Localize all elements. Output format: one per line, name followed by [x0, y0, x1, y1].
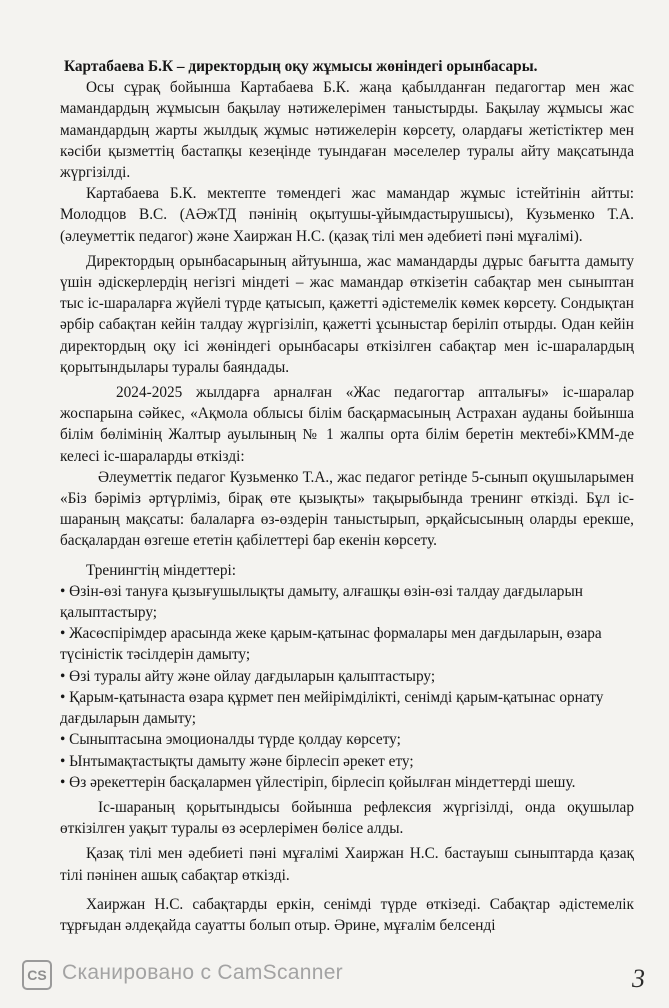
bullet-item: • Өзін-өзі тануға қызығушылықты дамыту, алғашқы өзін-өзі талдау дағдыларын қалыптастыру; — [60, 582, 583, 622]
paragraph-4: 2024-2025 жылдарға арналған «Жас педагогтар апталығы» іс-шаралар жоспарына сәйкес, «Ақмола облысы білім басқармасының Астрахан ауданы бойынша білім бөлімінің Жалтыр ауылының № 1 жалпы орта білім беретін мектебі»КММ-де келесі іс-шараларды өткізді: — [60, 384, 634, 465]
bullet-item: • Жасөспірімдер арасында жеке қарым-қатынас формалары мен дағдыларын, өзара түсіністік тәсілдерін дамыту; — [60, 625, 602, 664]
paragraph-7: Іс-шараның қорытындысы бойынша рефлексия жүргізілді, онда оқушылар өткізілген уақыт туралы өз әсерлерімен бөлісе алды. — [60, 798, 634, 838]
camscanner-logo-icon: CS — [22, 960, 52, 990]
bullet-item: • Өзі туралы айту және ойлау дағдыларын қалыптастыру; — [60, 667, 436, 685]
paragraph-2: Картабаева Б.К. мектепте төмендегі жас мамандар жұмыс істейтінін айтты: Молодцов В.С. (АӘжТД пәнінің оқытушы-ұйымдастырушысы), Кузьменко Т.А. (әлеуметтік педагог) және Хаиржан Н.С. (қазақ тілі мен әдебиеті пәні мұғалімі). — [60, 185, 634, 245]
bullet-item: • Ынтымақтастықты дамыту және бірлесіп әрекет ету; — [60, 752, 414, 770]
bullet-item: • Қарым-қатынаста өзара құрмет пен мейірімділікті, сенімді қарым-қатынас орнату дағдыларын дамыту; — [60, 688, 604, 728]
document-body — [60, 56, 634, 936]
paragraph-3: Директордың орынбасарының айтуынша, жас мамандарды дұрыс бағытта дамыту үшін әдіскерлердің негізгі міндеті – жас мамандар өткізетін сабақтар мен сыныптан тыс іс-шараларға жүйелі түрде қатысып, қажетті әдістемелік көмек көрсету. Сондықтан әрбір сабақтан кейін талдау жүргізіліп, қажетті ұсыныстар беріліп отырды. Одан кейін директордың оқу ісі жөніндегі орынбасары өткізілген сабақтар мен іс-шаралардың қорытындылары туралы баяндады. — [60, 252, 634, 376]
bullet-item: • Өз әрекеттерін басқалармен үйлестіріп, бірлесіп қойылған міндеттерді шешу. — [60, 773, 576, 791]
paragraph-8: Қазақ тілі мен әдебиеті пәні мұғалімі Хаиржан Н.С. бастауыш сыныптарда қазақ тілі пәнінен ашық сабақтар өткізді. — [60, 845, 634, 884]
section-heading: Картабаева Б.К – директордың оқу жұмысы жөніндегі орынбасары. — [64, 58, 538, 75]
paragraph-9: Хаиржан Н.С. сабақтарды еркін, сенімді түрде өткізеді. Сабақтар әдістемелік тұрғыдан әлдеқайда сауатты болып отыр. Әрине, мұғалім белсенді — [60, 895, 634, 934]
scanner-label: Сканировано с CamScanner — [62, 961, 343, 984]
paragraph-5: Әлеуметтік педагог Кузьменко Т.А., жас педагог ретінде 5-сынып оқушыларымен «Біз бәріміз әртүрліміз, бірақ өте қызықты» тақырыбында тренинг өткізді. Бұл іс-шараның мақсаты: балаларға өз-өздерін таныстырып, әрқайсысының оларды ерекше, басқалардан өзгеше ететін қабілеттері бар екенін көрсету. — [60, 468, 634, 550]
paragraph-6: Тренингтің міндеттері: — [86, 561, 236, 579]
bullet-item: • Сыныптасына эмоционалды түрде қолдау көрсету; — [60, 731, 401, 749]
page-number: 3 — [632, 964, 645, 993]
paragraph-1: Осы сұрақ бойынша Картабаева Б.К. жаңа қабылданған педагогтар мен жас мамандардың жұмысын бақылау нәтижелерімен таныстырды. Бақылау жұмысы жас мамандардың жарты жылдық жұмыс нәтижелерін көрсету, олардағы жетістіктер мен кәсіби қызметтің бастапқы кезеңінде туындаған мәселелер туралы айту мақсатында жүргізілді. — [60, 79, 634, 182]
scanner-watermark — [0, 946, 669, 1008]
